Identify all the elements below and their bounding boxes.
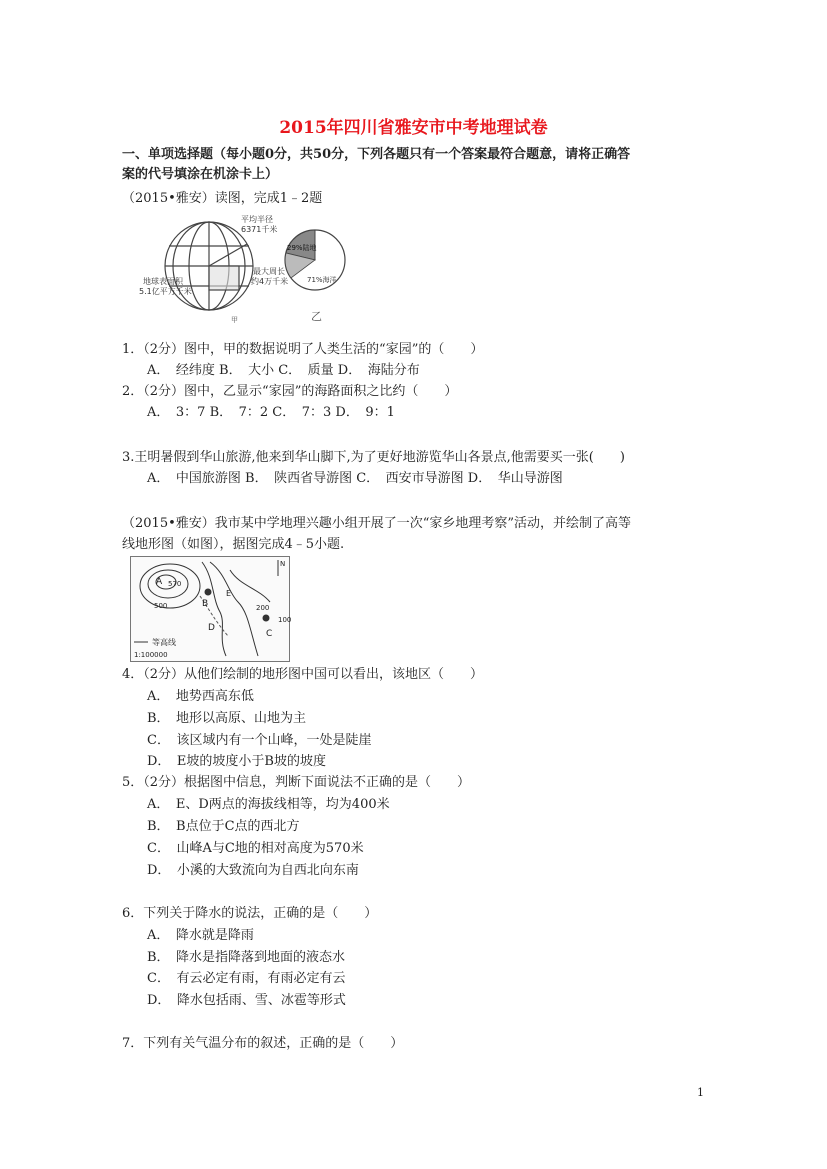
map-label-e: E xyxy=(226,589,232,598)
globe-label-radius-value: 6371千米 xyxy=(241,225,278,234)
point-b-marker xyxy=(205,589,212,596)
map-label-570: 570 xyxy=(168,580,182,588)
map-label-a: A xyxy=(156,577,163,587)
question-5-stem: 5．（2分）根据图中信息，判断下面说法不正确的是（ ） xyxy=(122,775,471,790)
globe-label-jia: 甲 xyxy=(231,316,238,324)
question-3-options: A． 中国旅游图 B． 陕西省导游图 C． 西安市导游图 D． 华山导游图 xyxy=(147,471,563,486)
intro-q1-2: （2015•雅安）读图，完成1﹣2题 xyxy=(122,191,323,206)
map-label-b: B xyxy=(202,599,209,609)
question-6-option-b: B． 降水是指降落到地面的液态水 xyxy=(147,950,346,965)
question-6-stem: 6．下列关于降水的说法，正确的是（ ） xyxy=(122,906,378,921)
globe-drawing xyxy=(165,222,253,310)
map-label-500: 500 xyxy=(154,602,168,610)
map-label-200: 200 xyxy=(256,604,270,612)
question-6-option-a: A． 降水就是降雨 xyxy=(147,928,254,943)
pie-label-ocean: 71%海洋 xyxy=(307,276,337,284)
question-5-option-b: B． B点位于C点的西北方 xyxy=(147,819,300,834)
map-label-c: C xyxy=(266,629,273,639)
question-4-option-c: C． 该区域内有一个山峰，一处是陡崖 xyxy=(147,733,372,748)
map-scale: 1:100000 xyxy=(134,651,168,659)
question-2-stem: 2．（2分）图中，乙显示“家园”的海路面积之比约（ ） xyxy=(122,384,458,399)
globe-label-radius: 平均半径 xyxy=(241,215,273,224)
figure-contour-map xyxy=(130,556,290,662)
question-7-stem: 7．下列有关气温分布的叙述，正确的是（ ） xyxy=(122,1036,404,1051)
question-4-option-b: B． 地形以高原、山地为主 xyxy=(147,711,307,726)
globe-label-circumference-value: 约4万千米 xyxy=(251,277,289,286)
map-label-100: 100 xyxy=(278,616,292,624)
map-label-n: N xyxy=(280,560,286,568)
figure-earth-data xyxy=(135,210,350,330)
question-6-option-c: C． 有云必定有雨，有雨必定有云 xyxy=(147,971,346,986)
globe-label-area: 地球表面积 xyxy=(143,277,183,286)
map-legend-contour: 等高线 xyxy=(152,638,176,647)
question-3-stem: 3.王明暑假到华山旅游,他来到华山脚下,为了更好地游览华山各景点,他需要买一张( ) xyxy=(122,450,625,465)
point-c-marker xyxy=(263,615,270,622)
section-heading-line2: 案的代号填涂在机涂卡上） xyxy=(122,167,279,182)
question-5-option-d: D． 小溪的大致流向为自西北向东南 xyxy=(147,863,359,878)
question-4-option-d: D． E坡的坡度小于B坡的坡度 xyxy=(147,754,326,769)
pie-label-yi: 乙 xyxy=(311,310,322,323)
intro-q4-5-line2: 线地形图（如图），据图完成4﹣5小题. xyxy=(122,537,345,552)
question-6-option-d: D． 降水包括雨、雪、冰雹等形式 xyxy=(147,993,346,1008)
question-1-options: A． 经纬度 B． 大小 C． 质量 D． 海陆分布 xyxy=(147,363,420,378)
question-4-option-a: A． 地势西高东低 xyxy=(147,689,254,704)
question-1-stem: 1．（2分）图中，甲的数据说明了人类生活的“家园”的（ ） xyxy=(122,342,484,357)
page-title: 2015年四川省雅安市中考地理试卷 xyxy=(279,118,548,138)
question-5-option-c: C． 山峰A与C地的相对高度为570米 xyxy=(147,841,364,856)
section-heading-line1: 一、单项选择题（每小题0分，共50分，下列各题只有一个答案最符合题意，请将正确答 xyxy=(122,147,631,162)
pie-label-land: 29%陆地 xyxy=(287,244,317,252)
question-5-option-a: A． E、D两点的海拔线相等，均为400米 xyxy=(147,797,390,812)
question-2-options: A． 3：7 B． 7：2 C． 7：3 D． 9：1 xyxy=(147,405,395,420)
page-number: 1 xyxy=(697,1086,704,1099)
intro-q4-5-line1: （2015•雅安）我市某中学地理兴趣小组开展了一次“家乡地理考察”活动，并绘制了高等 xyxy=(122,516,632,531)
map-label-d: D xyxy=(208,623,215,633)
globe-label-area-value: 5.1亿平方千米 xyxy=(139,287,192,296)
globe-label-circumference: 最大周长 xyxy=(253,267,285,276)
question-4-stem: 4．（2分）从他们绘制的地形图中国可以看出，该地区（ ） xyxy=(122,667,484,682)
